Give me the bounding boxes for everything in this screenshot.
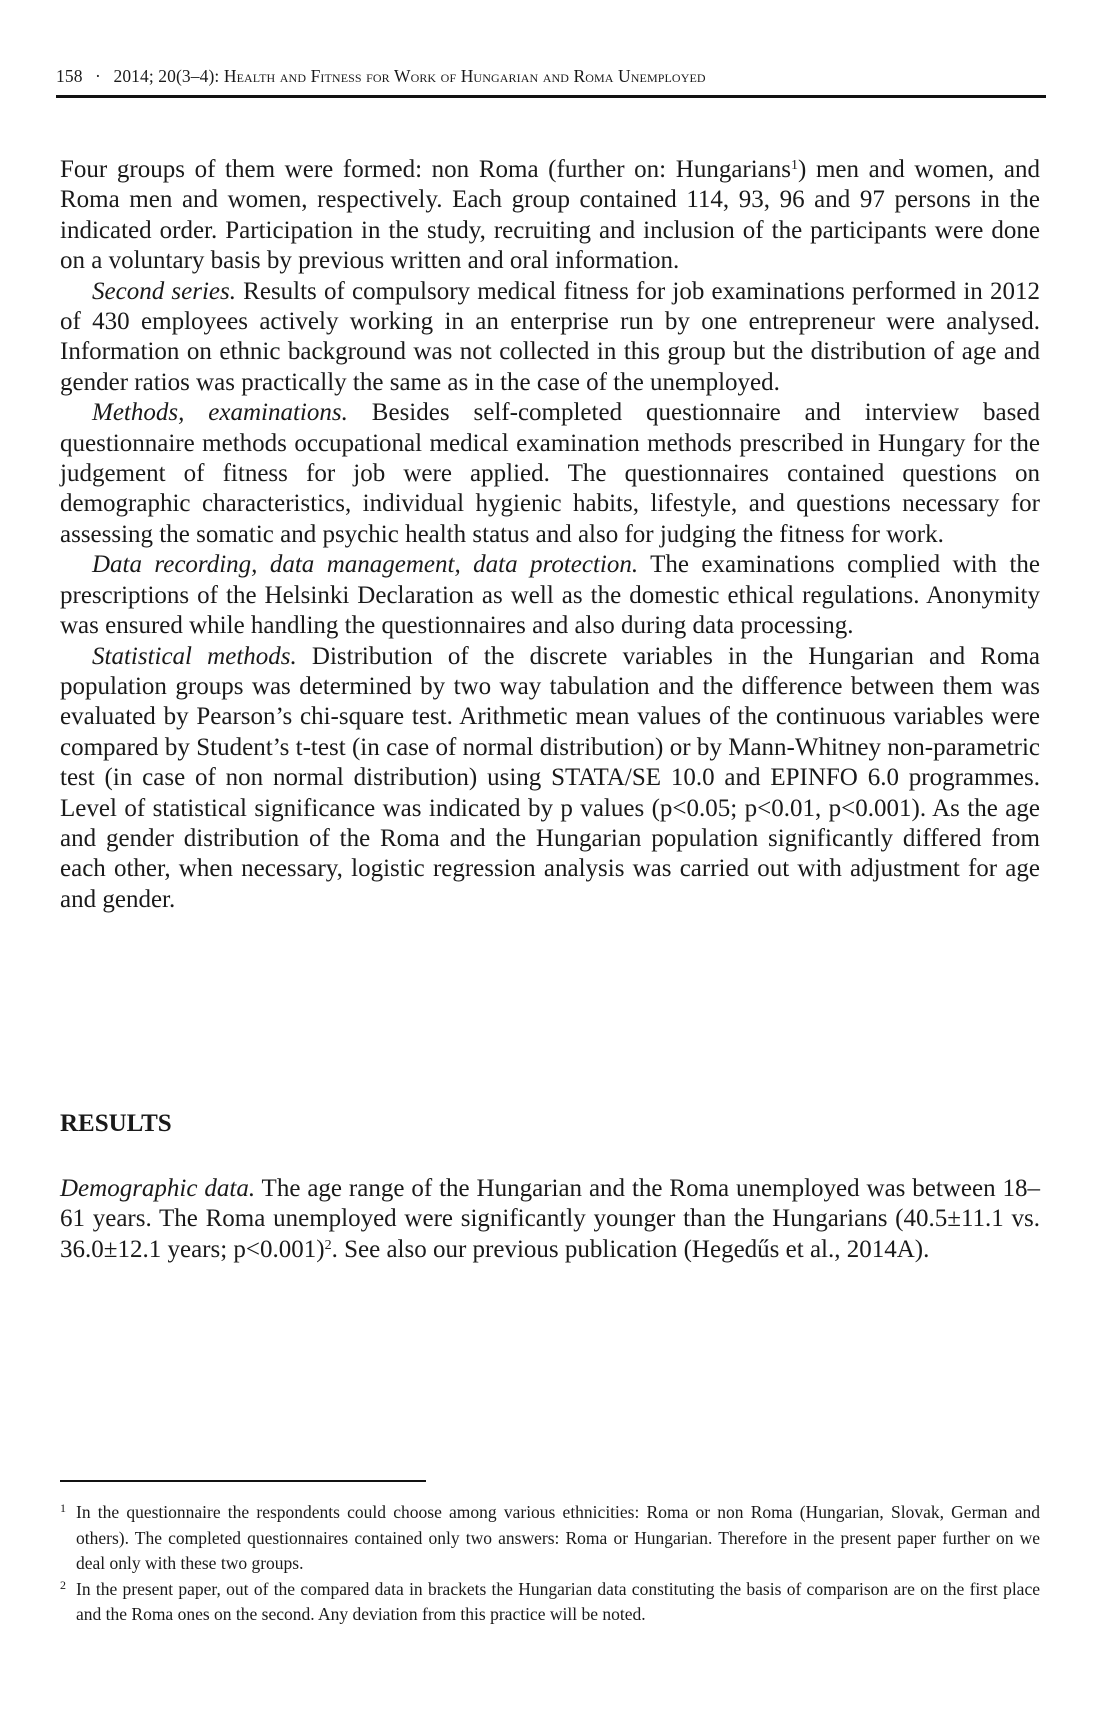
running-title: Health and Fitness for Work of Hungarian and Roma Unemployed (223, 66, 706, 86)
paragraph-lead: Second series. (92, 277, 236, 305)
footnote-ref-1[interactable]: 1 (791, 158, 799, 173)
footnote-mark: 2 (60, 1577, 66, 1592)
page-number: 158 (56, 66, 83, 86)
footnote-text: In the questionnaire the respondents could choose among various ethnicities: Roma or non Roma (Hungarian, Slovak, German and others). The completed questionnaires contained only two answers: Roma or Hungarian. Therefore in the present paper further on we deal only with these two groups. (76, 1502, 1040, 1573)
footnote-mark: 1 (60, 1501, 66, 1515)
footnote-ref-2[interactable]: 2 (324, 1237, 332, 1253)
paragraph-lead: Statistical methods. (92, 642, 297, 670)
paragraph-data-recording: Data recording, data management, data protection. The examinations complied with the prescriptions of the Helsinki Declaration as well as the domestic ethical regulations. Anonymity was ensured while handling the questionnaires and also during data processing. (60, 551, 1040, 640)
running-header (56, 66, 1046, 87)
paragraph-lead: Demographic data. (60, 1175, 256, 1202)
section-heading-results: RESULTS (60, 1110, 172, 1137)
paragraph-methods: Methods, examinations. Besides self-completed questionnaire and interview based questionnaire methods occupational medical examination methods prescribed in Hungary for the judgement of fitness for job were applied. The questionnaires contained questions on demographic characteristics, individual hygienic habits, lifestyle, and questions necessary for assessing the somatic and psychic health status and also for judging the fitness for work. (60, 399, 1040, 548)
methods-body (60, 155, 1040, 915)
paragraph-lead: Methods, examinations. (92, 399, 348, 427)
paragraph-lead: Data recording, data management, data protection. (92, 551, 639, 579)
paragraph-second-series: Second series. Results of compulsory medical fitness for job examinations performed in 2012 of 430 employees actively working in an enterprise run by one entrepreneur were analysed. Information on ethnic background was not collected in this group but the distribution of age and gender ratios was practically the same as in the case of the unemployed. (60, 277, 1040, 396)
paragraph-statistical-methods: Statistical methods. Distribution of the discrete variables in the Hungarian and Roma population groups was determined by two way tabulation and the difference between them was evaluated by Pearson’s chi-square test. Arithmetic mean values of the continuous variables were compared by Student’s t-test (in case of normal distribution) or by Mann-Whitney non-parametric test (in case of non normal distribution) using STATA/SE 10.0 and EPINFO 6.0 programmes. Level of statistical significance was indicated by p values (p<0.05; p<0.01, p<0.001). As the age and gender distribution of the Roma and the Hungarian population significantly differed from each other, when necessary, logistic regression analysis was carried out with adjustment for age and gender. (60, 642, 1040, 913)
footnote-1 (60, 1500, 1040, 1577)
footnote-text: In the present paper, out of the compared data in brackets the Hungarian data constituting the basis of comparison are on the first place and the Roma ones on the second. Any deviation from this practice will be noted. (76, 1578, 1040, 1624)
header-separator: · (95, 66, 101, 86)
paragraph-demographic-data: Demographic data. The age range of the Hungarian and the Roma unemployed was between 18–61 years. The Roma unemployed were significantly younger than the Hungarians (40.5±11.1 vs. 36.0±12.1 years; p<0.001)$^2$. See also our previous publication (Hegedűs et al., 2014A). (60, 1175, 1041, 1263)
results-body (60, 1174, 1040, 1265)
journal-citation: 2014; 20(3–4): (113, 66, 220, 86)
paragraph-groups: Four groups of them were formed: non Roma (further on: Hungarians$^1$) men and women, and Roma men and women, respectively. Each group contained 114, 93, 96 and 97 persons in the indicated order. Participation in the study, recruiting and inclusion of the participants were done on a voluntary basis by previous written and oral information. (60, 156, 1041, 275)
footnote-rule (60, 1480, 426, 1482)
header-rule (56, 95, 1046, 98)
footnote-2 (60, 1577, 1040, 1628)
footnotes (60, 1500, 1040, 1628)
